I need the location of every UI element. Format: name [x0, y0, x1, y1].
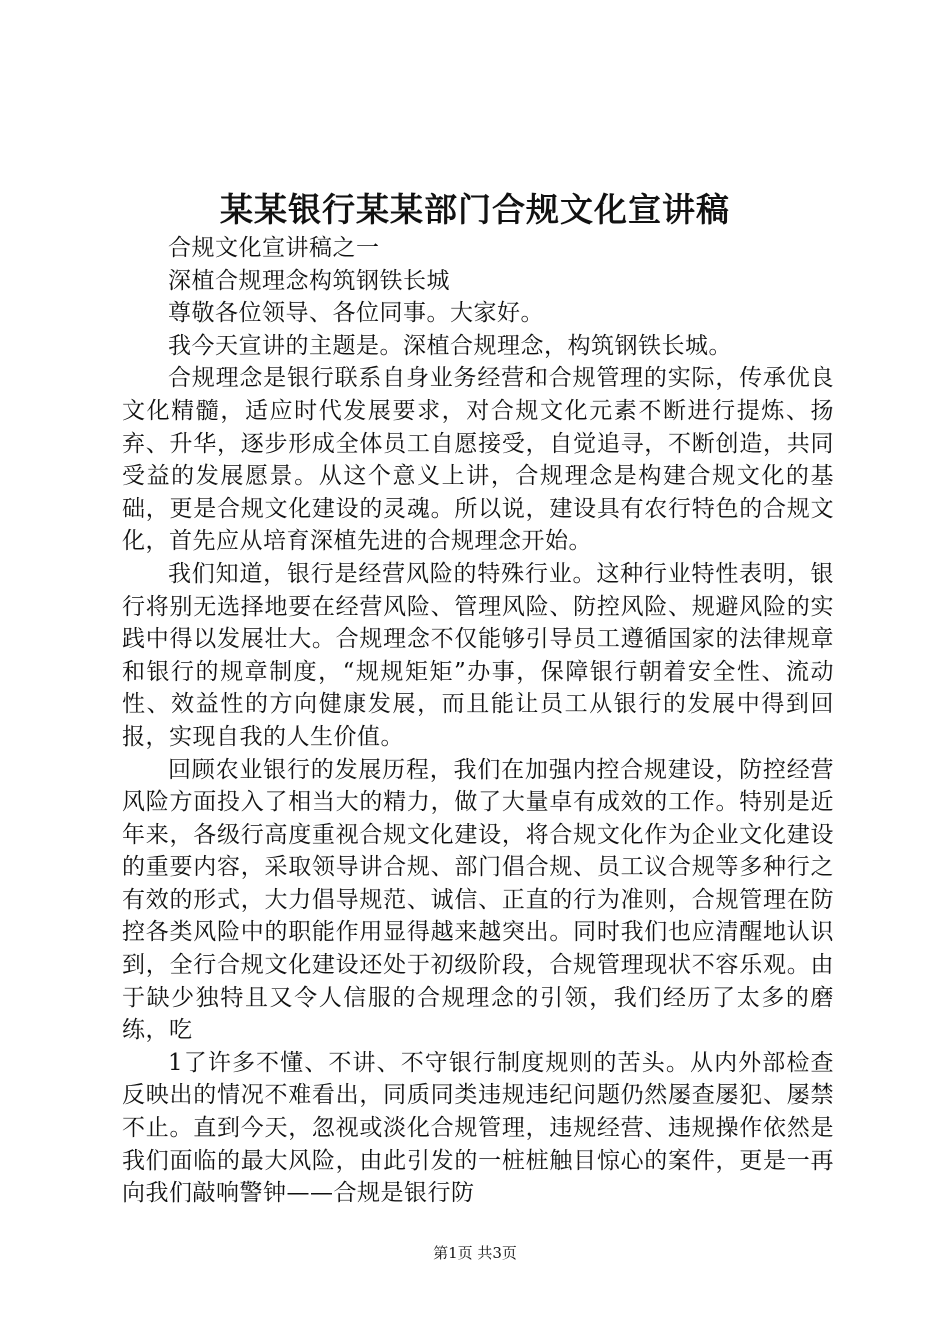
paragraph-subtitle-1: 合规文化宣讲稿之一	[168, 235, 380, 261]
paragraph-body: 1了许多不懂、不讲、不守银行制度规则的苦头。从内外部检查反映出的情况不难看出，同质同类违规违纪问题仍然屡查屡犯、屡禁不止。直到今天，忽视或淡化合规管理，违规经营、违规操作依然是我们面临的最大风险，由此引发的一桩桩触目惊心的案件，更是一再向我们敲响警钟——合规是银行防	[122, 1049, 834, 1207]
paragraph-body: 我们知道，银行是经营风险的特殊行业。这种行业特性表明，银行将别无选择地要在经营风险、管理风险、防控风险、规避风险的实践中得以发展壮大。合规理念不仅能够引导员工遵循国家的法律规章和银行的规章制度，“规规矩矩”办事，保障银行朝着安全性、流动性、效益性的方向健康发展，而且能让员工从银行的发展中得到回报，实现自我的人生价值。	[122, 560, 834, 750]
paragraph-greeting: 尊敬各位领导、各位同事。大家好。	[168, 300, 544, 327]
document-title: 某某银行某某部门合规文化宣讲稿	[220, 190, 730, 229]
page-footer: 第1页 共3页	[433, 1244, 517, 1262]
paragraph-subtitle-2: 深植合规理念构筑钢铁长城	[168, 267, 450, 294]
paragraph-body: 回顾农业银行的发展历程，我们在加强内控合规建设，防控经营风险方面投入了相当大的精力，做了大量卓有成效的工作。特别是近年来，各级行高度重视合规文化建设，将合规文化作为企业文化建设的重要内容，采取领导讲合规、部门倡合规、员工议合规等多种行之有效的形式，大力倡导规范、诚信、正直的行为准则，合规管理在防控各类风险中的职能作用显得越来越突出。同时我们也应清醒地认识到，全行合规文化建设还处于初级阶段，合规管理现状不容乐观。由于缺少独特且又令人信服的合规理念的引领，我们经历了太多的磨练，吃	[122, 756, 834, 1044]
paragraph-body: 合规理念是银行联系自身业务经营和合规管理的实际，传承优良文化精髓，适应时代发展要求，对合规文化元素不断进行提炼、扬弃、升华，逐步形成全体员工自愿接受，自觉追寻，不断创造，共同受益的发展愿景。从这个意义上讲，合规理念是构建合规文化的基础，更是合规文化建设的灵魂。所以说，建设具有农行特色的合规文化，首先应从培育深植先进的合规理念开始。	[122, 365, 834, 555]
paragraph-theme: 我今天宣讲的主题是。深植合规理念，构筑钢铁长城。	[168, 332, 732, 359]
document-body	[122, 232, 834, 1210]
